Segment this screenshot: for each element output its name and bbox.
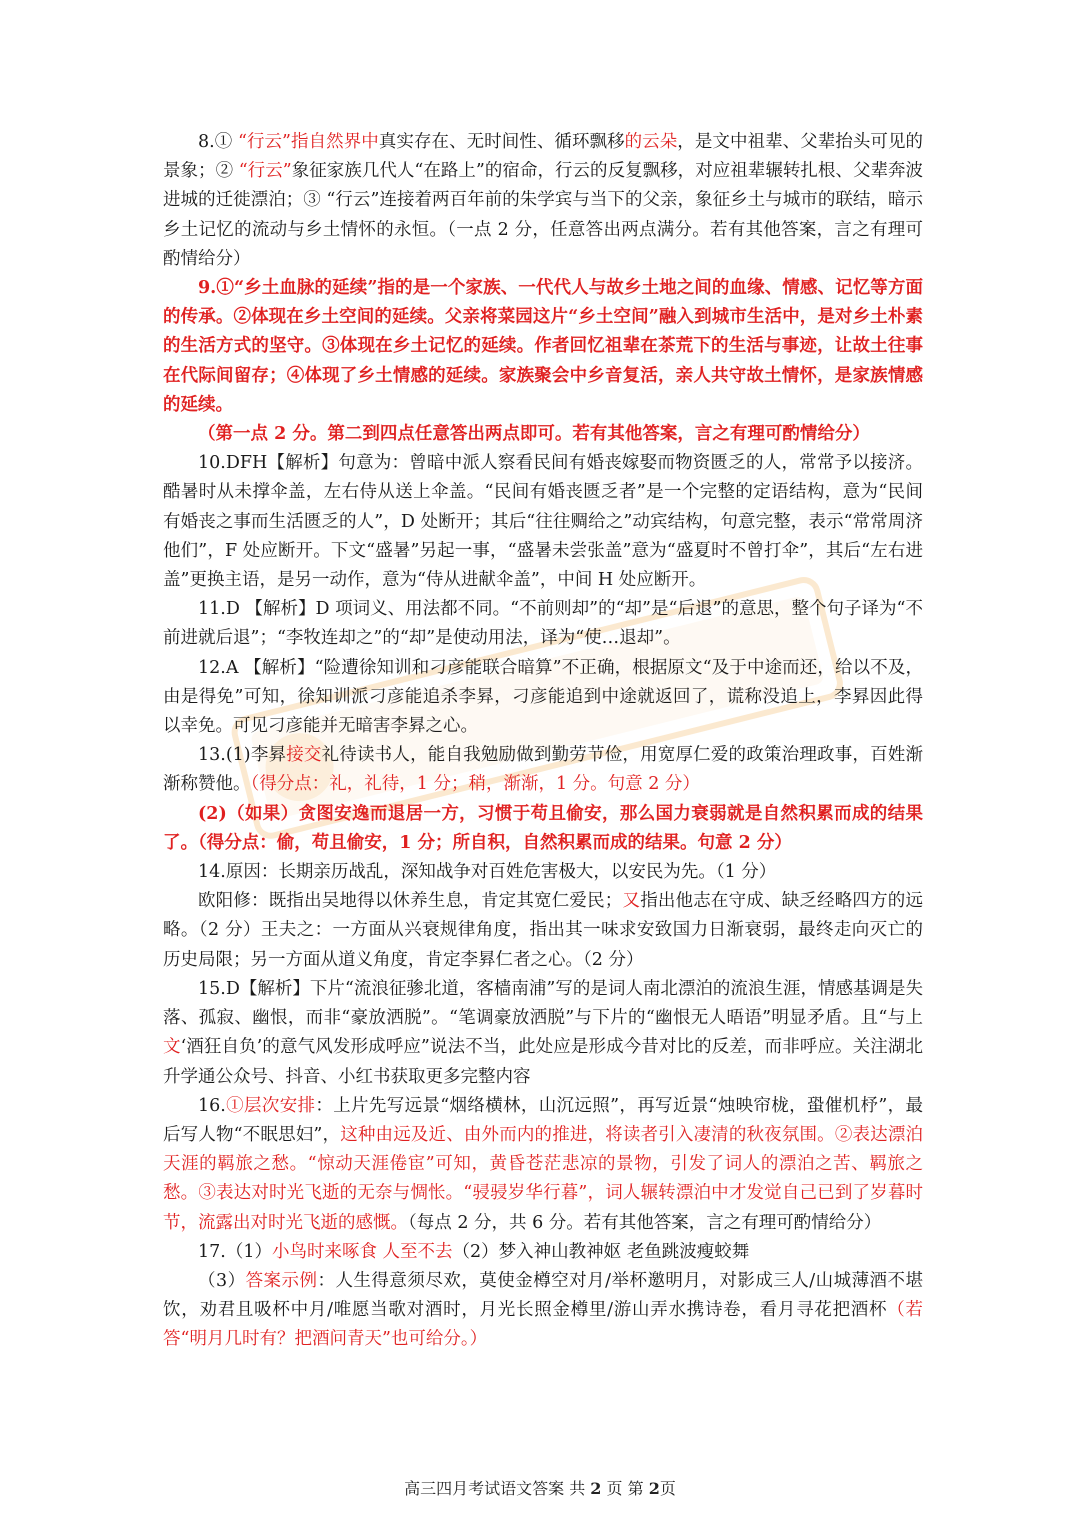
answer-content [163, 128, 923, 1355]
q8-text: 真实存在、无时间性、循环飘移 [378, 132, 625, 152]
q14-comment [163, 887, 923, 975]
q12-answer: 12.A 【解析】“险遭徐知训和刁彦能联合暗算”不正确，根据原文“及于中途而还，给以不及，由是得免”可知，徐知训派刁彦能追杀李昪，刁彦能追到中途就返回了，谎称没追上，李昪因此得以幸免。可见刁彦能并无暗害李昪之心。 [163, 657, 923, 737]
q17-part3 [163, 1267, 923, 1355]
q8-text: 8.① [198, 132, 238, 152]
q17-highlight: 答案示例 [245, 1270, 318, 1291]
q8-text: ，是文中祖辈、父辈抬头可见的景象；② [163, 132, 924, 182]
q17-part1-2 [163, 1238, 923, 1267]
page-footer [0, 1476, 1080, 1499]
q13-score: （得分点：礼，礼待，1 分；稍，渐渐，1 分。句意 2 分） [250, 774, 700, 795]
q16-answer [163, 1092, 923, 1238]
q17-text: ：人生得意须尽欢，莫使金樽空对月/举杯邀明月，对影成三人/山城薄酒不堪饮，劝君且吸杯中月/唯愿当歌对酒时，月光长照金樽里/游山弄水携诗卷，看月寻花把酒杯 [163, 1270, 924, 1321]
q16-text: 16. [198, 1095, 226, 1116]
footer-label: 页 第 [606, 1479, 644, 1498]
q11-answer: 11.D 【解析】D 项词义、用法都不同。“不前则却”的“却”是“后退”的意思，整个句子译为“不前进就后退”；“李牧连却之”的“却”是使动用法，译为“使…退却”。 [163, 599, 923, 649]
q13-text: 礼待读书人，能自我勉励做到勤劳节俭，用宽厚仁爱的政策治理政事，百姓渐渐称赞他。 [163, 745, 923, 795]
q16-highlight: ①层次安排 [225, 1095, 316, 1116]
q17-highlight: 小鸟时来啄食 人至不去 [271, 1241, 453, 1262]
q16-text: （每点 2 分，共 6 分。若有其他答案，言之有理可酌情给分） [408, 1212, 882, 1233]
footer-page-number: 2 [648, 1479, 660, 1498]
q14-reason: 14.原因：长期亲历战乱，深知战争对百姓危害极大，以安民为先。（1 分） [198, 862, 777, 883]
q13-part1 [163, 741, 923, 799]
q8-highlight: 的云朵 [624, 132, 678, 152]
q9-answer: 9.①“乡土血脉的延续”指的是一个家族、一代代人与故乡土地之间的血缘、情感、记忆等方面的传承。②体现在乡土空间的延续。父亲将菜园这片“乡土空间”融入到城市生活中，是对乡土朴素的生活方式的坚守。③体现在乡土记忆的延续。作者回忆祖辈在茶荒下的生活与事迹，让故土往事在代际间留存；④体现了乡土情感的延续。家族聚会中乡音复活，亲人共守故土情怀，是家族情感的延续。 [163, 278, 923, 415]
q13-highlight: 接交 [286, 745, 322, 766]
footer-label: 高三四月考试语文答案 共 [404, 1479, 586, 1498]
q14-highlight: 又 [622, 891, 641, 912]
q16-text: ：上片先写远景“烟络横林，山沉远照”，再写近景“烛映帘栊，蛩催机杼”，最后写人物“不眠思妇”， [163, 1095, 923, 1145]
q17-text: 17.（1） [198, 1241, 272, 1262]
q10-answer: 10.DFH【解析】句意为：曾暗中派人察看民间有婚丧嫁娶而物资匮乏的人，常常予以接济。酷暑时从未撑伞盖，左右侍从送上伞盖。“民间有婚丧匮乏者”是一个完整的定语结构，意为“民间有婚丧之事而生活匮乏的人”，D 处断开；其后“往往赒给之”动宾结构，句意完整，表示“常常周济他们”，F 处应断开。下文“盛暑”另起一事，“盛暑未尝张盖”意为“盛夏时不曾打伞”，其后“左右进盖”更换主语，是另一动作，意为“侍从进献伞盖”，中间 H 处应断开。 [163, 453, 923, 591]
q8-answer [163, 128, 923, 274]
q13-text: 13.(1)李昪 [198, 745, 287, 766]
q8-highlight: “行云”指自然界中 [237, 132, 379, 152]
q16-highlight: 这种由远及近、由外而内的推进，将读者引入凄清的秋夜氛围。②表达漂泊天涯的羁旅之愁。“惊动天涯倦宦”可知，黄昏苍茫悲凉的景物，引发了词人的漂泊之苦、羁旅之愁。③表达对时光飞逝的无奈与惆怅。“骎骎岁华行暮”，词人辗转漂泊中才发觉自己已到了岁暮时节，流露出对时光飞逝的感慨。 [163, 1124, 923, 1233]
q15-text: 15.D【解析】下片“流浪征骖北道，客樯南浦”写的是词人南北漂泊的流浪生涯，情感基调是失落、孤寂、幽恨，而非“豪放洒脱”。“笔调豪放洒脱”与下片的“幽恨无人晤语”明显矛盾。且“与上 [163, 978, 923, 1029]
footer-total-pages: 2 [590, 1479, 602, 1498]
q8-highlight: “行云” [238, 161, 292, 182]
q14-text: 欧阳修：既指出吴地得以休养生息，肯定其宽仁爱民； [198, 891, 623, 912]
q15-text: ‘酒狂自负’的意气风发形成呼应”说法不当，此处应是形成今昔对比的反差，而非呼应。关注湖北升学通公众号、抖音、小红书获取更多完整内容 [163, 1037, 924, 1087]
q17-text: （2）梦入神山教神妪 老鱼跳波瘦蛟舞 [452, 1241, 750, 1262]
footer-label: 页 [659, 1479, 676, 1498]
q8-text: 象征家族几代人“在路上”的宿命，行云的反复飘移，对应祖辈辗转扎根、父辈奔波进城的迁徙漂泊；③ “行云”连接着两百年前的朱学宾与当下的父亲，象征乡土与城市的联结，暗示乡土记忆的流动与乡土情怀的永恒。（一点 2 分，任意答出两点满分。若有其他答案，言之有理可酌情给分） [163, 161, 924, 269]
q14-text: 指出他志在守成、缺乏经略四方的远略。（2 分）王夫之：一方面从兴衰规律角度，指出其一味求安致国力日渐衰弱，最终走向灭亡的历史局限；另一方面从道义角度，肯定李昪仁者之心。（2 分） [163, 891, 923, 970]
q13-part2: (2)（如果）贪图安逸而退居一方，习惯于苟且偷安，那么国力衰弱就是自然积累而成的结果了。（得分点：偷，苟且偷安，1 分；所自积，自然积累而成的结果。句意 2 分） [163, 803, 923, 853]
q9-score: （第一点 2 分。第二到四点任意答出两点即可。若有其他答案，言之有理可酌情给分） [198, 424, 870, 445]
q15-answer [163, 975, 923, 1092]
q17-text: （3） [198, 1270, 246, 1291]
q17-note: （若答“明月几时有？把酒问青天”也可给分。） [163, 1300, 923, 1350]
q15-highlight: 文 [163, 1037, 181, 1058]
